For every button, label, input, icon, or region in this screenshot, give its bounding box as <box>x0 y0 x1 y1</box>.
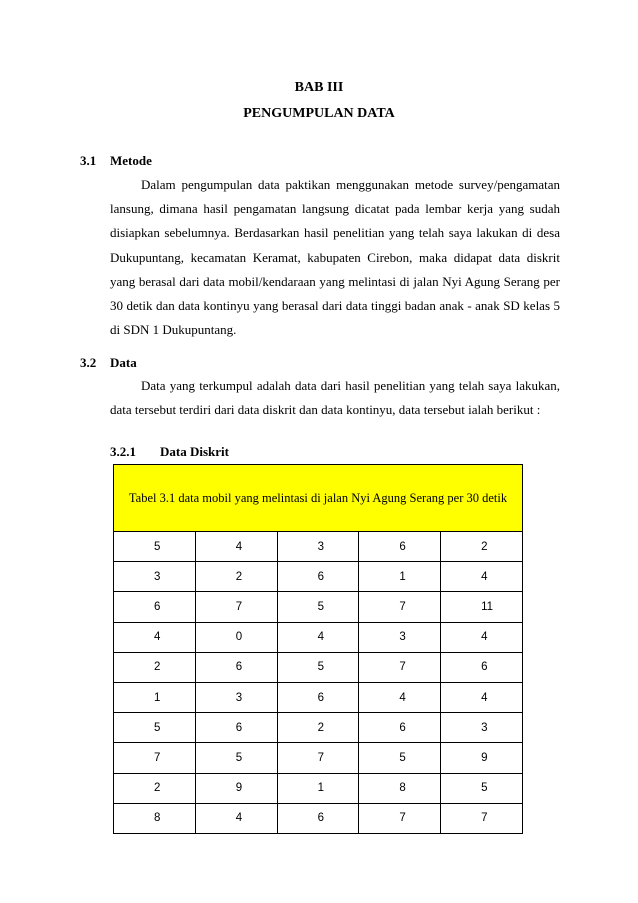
table-cell: 6 <box>277 562 359 592</box>
table-cell: 7 <box>277 743 359 773</box>
table-cell: 5 <box>114 532 196 562</box>
table-row <box>114 803 523 833</box>
table-cell: 6 <box>441 652 523 682</box>
subsection-number: 3.2.1 <box>110 444 136 459</box>
table-cell: 4 <box>441 682 523 712</box>
table-cell: 3 <box>359 622 441 652</box>
table-cell: 3 <box>195 682 277 712</box>
table-cell: 1 <box>359 562 441 592</box>
table-cell: 6 <box>359 713 441 743</box>
table-cell: 4 <box>441 562 523 592</box>
table-row <box>114 773 523 803</box>
table-cell: 9 <box>195 773 277 803</box>
table-cell: 4 <box>359 682 441 712</box>
table-cell: 2 <box>277 713 359 743</box>
table-cell: 5 <box>277 592 359 622</box>
table-cell: 3 <box>114 562 196 592</box>
table-cell: 6 <box>195 652 277 682</box>
subsection-title: Data Diskrit <box>160 444 229 459</box>
table-cell: 1 <box>277 773 359 803</box>
table-caption: Tabel 3.1 data mobil yang melintasi di jalan Nyi Agung Serang per 30 detik <box>113 464 523 532</box>
chapter-label: BAB III <box>294 80 344 95</box>
section-number: 3.2 <box>80 355 97 370</box>
table-cell: 6 <box>277 803 359 833</box>
table-cell: 9 <box>441 743 523 773</box>
table-cell: 5 <box>277 652 359 682</box>
table-row <box>114 713 523 743</box>
table-row <box>114 532 523 562</box>
table-cell: 6 <box>359 532 441 562</box>
table-row <box>114 743 523 773</box>
table-cell: 2 <box>114 652 196 682</box>
section-body <box>110 374 560 422</box>
section-title: Data <box>110 355 137 370</box>
section-body <box>110 173 560 342</box>
chapter-title: PENGUMPULAN DATA <box>243 106 395 121</box>
table-cell: 5 <box>359 743 441 773</box>
table-cell: 8 <box>114 803 196 833</box>
table-cell: 6 <box>195 713 277 743</box>
table-cell: 6 <box>277 682 359 712</box>
table-row <box>114 622 523 652</box>
table-row <box>114 652 523 682</box>
table-cell: 0 <box>195 622 277 652</box>
table-cell: 5 <box>114 713 196 743</box>
table-cell: 2 <box>195 562 277 592</box>
table-cell: 5 <box>441 773 523 803</box>
table-row <box>114 592 523 622</box>
table-row <box>114 682 523 712</box>
table-cell: 7 <box>114 743 196 773</box>
table-cell: 7 <box>359 652 441 682</box>
table-cell: 7 <box>359 592 441 622</box>
table-cell: 5 <box>195 743 277 773</box>
section-title: Metode <box>110 153 152 168</box>
table-cell: 2 <box>441 532 523 562</box>
table-cell: 3 <box>441 713 523 743</box>
table-cell: 4 <box>114 622 196 652</box>
table-cell: 11 <box>441 592 523 622</box>
table-cell: 3 <box>277 532 359 562</box>
table-cell: 4 <box>195 803 277 833</box>
table-cell: 1 <box>114 682 196 712</box>
table-row <box>114 562 523 592</box>
table-cell: 7 <box>195 592 277 622</box>
section-number: 3.1 <box>80 153 97 168</box>
table-cell: 2 <box>114 773 196 803</box>
table-cell: 7 <box>359 803 441 833</box>
table-cell: 7 <box>441 803 523 833</box>
data-table <box>113 531 523 834</box>
paragraph: Data yang terkumpul adalah data dari hasil penelitian yang telah saya lakukan, data tersebut terdiri dari data diskrit dan data kontinyu, data tersebut ialah berikut : <box>110 378 560 418</box>
table-cell: 8 <box>359 773 441 803</box>
table-cell: 4 <box>195 532 277 562</box>
table-cell: 4 <box>277 622 359 652</box>
paragraph: Dalam pengumpulan data paktikan menggunakan metode survey/pengamatan lansung, dimana hasil pengamatan langsung dicatat pada lembar kerja yang sudah disiapkan sebelumnya. Berdasarkan hasil penelitian yang telah saya lakukan di desa Dukupuntang, kecamatan Keramat, kabupaten Cirebon, maka didapat data diskrit yang berasal dari data mobil/kendaraan yang melintasi di jalan Nyi Agung Serang per 30 detik dan data kontinyu yang berasal dari data tinggi badan anak - anak SD kelas 5 di SDN 1 Dukupuntang. <box>110 177 560 338</box>
table-cell: 6 <box>114 592 196 622</box>
table-cell: 4 <box>441 622 523 652</box>
